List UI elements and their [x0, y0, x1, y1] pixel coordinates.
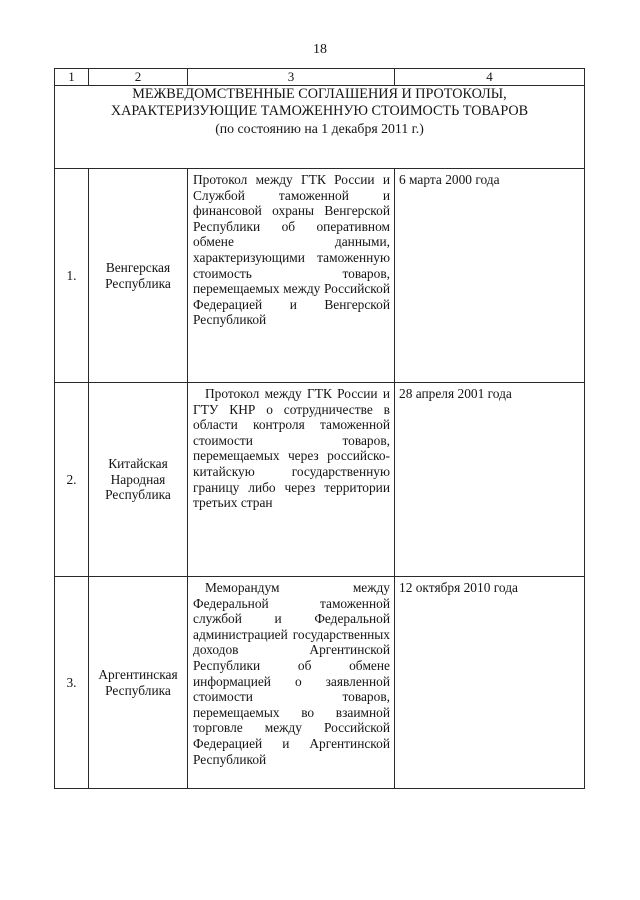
country-name: Аргентинская Республика	[89, 577, 188, 789]
agreement-date: 28 апреля 2001 года	[395, 383, 585, 577]
column-number-row	[55, 69, 585, 86]
table-row	[55, 169, 585, 383]
table-row	[55, 577, 585, 789]
section-heading	[55, 86, 585, 169]
agreement-description: Протокол между ГТК России и Службой таможенной и финансовой охраны Венгерской Республики об оперативном обмене данными, характеризующими таможенную стоимость товаров, перемещаемых между Российской Федерацией и Венгерской Республикой	[188, 169, 395, 383]
column-number: 1	[55, 69, 89, 86]
table-row	[55, 383, 585, 577]
section-title-line2: ХАРАКТЕРИЗУЮЩИЕ ТАМОЖЕННУЮ СТОИМОСТЬ ТОВАРОВ	[110, 103, 529, 119]
agreement-date: 12 октября 2010 года	[395, 577, 585, 789]
agreements-table	[54, 68, 585, 789]
section-subtitle: (по состоянию на 1 декабря 2011 г.)	[215, 121, 424, 136]
country-name: Венгерская Республика	[89, 169, 188, 383]
column-number: 2	[89, 69, 188, 86]
column-number: 4	[395, 69, 585, 86]
row-number: 2.	[55, 383, 89, 577]
section-heading-row	[55, 86, 585, 169]
column-number: 3	[188, 69, 395, 86]
agreement-description: Меморандум между Федеральной таможенной службой и Федеральной администрацией государственных доходов Аргентинской Республики об обмене информацией о заявленной стоимости товаров, перемещаемых во взаимной торговле между Российской Федерацией и Аргентинской Республикой	[188, 577, 395, 789]
agreement-description: Протокол между ГТК России и ГТУ КНР о сотрудничестве в области контроля таможенной стоимости товаров, перемещаемых через российско-китайскую государственную границу либо через территории третьих стран	[188, 383, 395, 577]
row-number: 1.	[55, 169, 89, 383]
country-name: Китайская Народная Республика	[89, 383, 188, 577]
row-number: 3.	[55, 577, 89, 789]
section-title-line1: МЕЖВЕДОМСТВЕННЫЕ СОГЛАШЕНИЯ И ПРОТОКОЛЫ,	[132, 86, 507, 102]
page-number: 18	[313, 42, 327, 57]
agreement-date: 6 марта 2000 года	[395, 169, 585, 383]
